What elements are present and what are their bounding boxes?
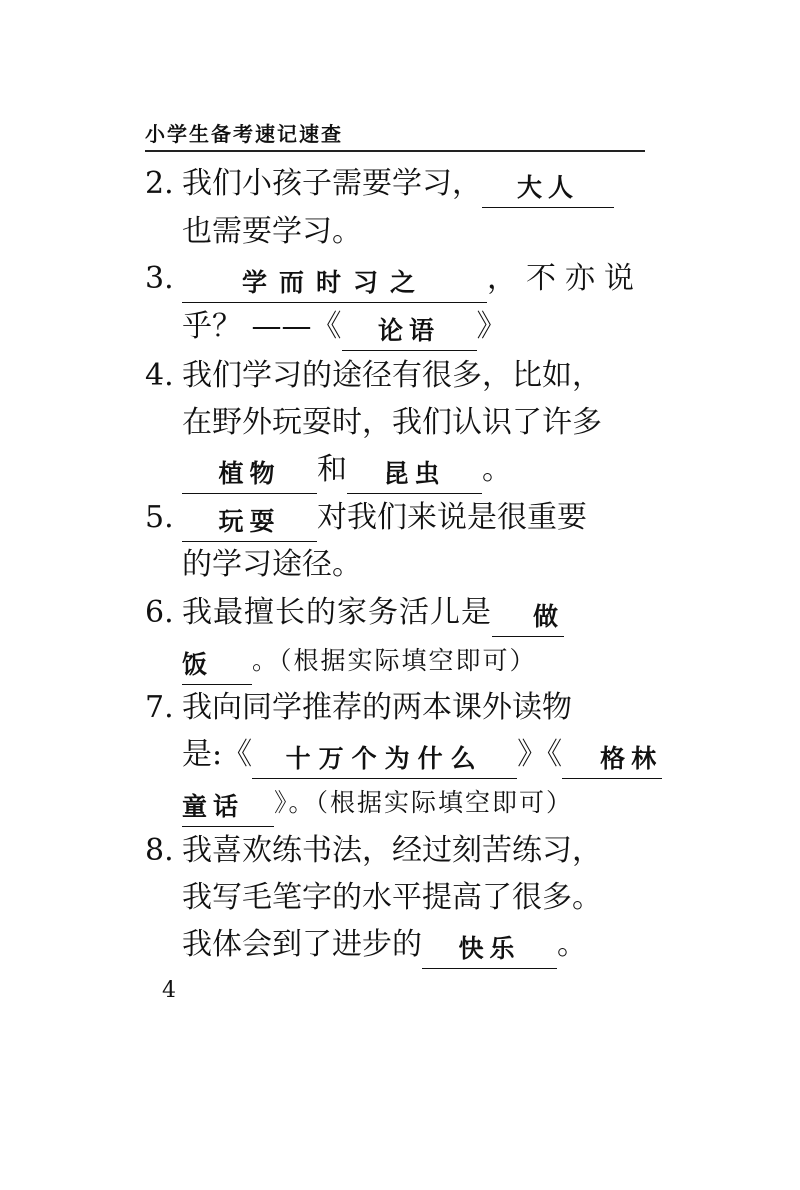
q8-text-3: 我体会到了进步的	[182, 927, 422, 962]
q4-blank-1: 植物	[182, 455, 317, 494]
q4-line2: 在野外玩耍时，我们认识了许多	[182, 405, 602, 440]
q7-line1	[145, 684, 645, 732]
q8-end: 。	[557, 927, 587, 962]
q7-blank-2-start: 格林	[562, 740, 662, 779]
q6-number: 6.	[145, 595, 174, 630]
q2-line2: 也需要学习。	[182, 214, 362, 249]
q2-blank: 大人	[482, 169, 614, 208]
q5-number: 5.	[145, 500, 174, 535]
q3-source-prefix: 乎？ ——《	[182, 309, 342, 344]
q3-line2	[182, 303, 645, 351]
q5-blank: 玩耍	[182, 503, 317, 542]
q8-blank: 快乐	[422, 930, 557, 969]
q7-prefix: 是:《	[182, 737, 253, 772]
q3-blank: 学而时习之	[182, 264, 487, 303]
q4-line1	[145, 352, 645, 400]
q6-text: 我最擅长的家务活儿是	[182, 595, 492, 630]
q7-blank-1: 十万个为什么	[252, 740, 517, 779]
q3-text: ，不亦说	[487, 261, 643, 296]
q5-line2: 的学习途径。	[182, 547, 362, 582]
page-header-title: 小学生备考速记速查	[145, 122, 343, 146]
q8-line1	[145, 827, 645, 875]
q4-connector: 和	[317, 452, 347, 487]
q2-line1	[145, 160, 645, 208]
q5-text: 对我们来说是很重要	[317, 500, 587, 535]
q4-text-1: 我们学习的途径有很多，比如，	[182, 358, 602, 393]
q3-source-suffix: 》	[476, 309, 507, 344]
q3-line1	[145, 255, 645, 303]
q7-separator: 》《	[517, 737, 563, 772]
q4-line3	[182, 446, 645, 494]
q6-blank-end: 饭	[182, 646, 252, 685]
q7-number: 7.	[145, 690, 174, 725]
q6-note: 。（根据实际填空即可）	[252, 646, 537, 675]
q5-line1	[145, 494, 645, 542]
q2-text: 我们小孩子需要学习，	[182, 166, 482, 201]
q7-blank-2-end: 童话	[182, 788, 274, 827]
q8-line2: 我写毛笔字的水平提高了很多。	[182, 880, 602, 915]
q2-number: 2.	[145, 166, 174, 201]
q6-line2	[182, 636, 645, 684]
q7-line3	[182, 778, 645, 826]
page-number: 4	[162, 978, 176, 1003]
q8-text-1: 我喜欢练书法，经过刻苦练习，	[182, 833, 602, 868]
q4-end: 。	[482, 452, 512, 487]
q7-line2	[182, 731, 663, 779]
q7-note: 》。（根据实际填空即可）	[274, 788, 574, 817]
q6-line1	[145, 589, 645, 637]
q4-blank-2: 昆虫	[347, 455, 482, 494]
q8-line3	[182, 921, 645, 969]
q3-source-blank: 论语	[342, 312, 477, 351]
q7-text-1: 我向同学推荐的两本课外读物	[182, 690, 572, 725]
header-divider	[145, 150, 645, 152]
q8-number: 8.	[145, 833, 174, 868]
q3-number: 3.	[145, 261, 174, 296]
q4-number: 4.	[145, 358, 174, 393]
q6-blank-start: 做	[492, 598, 564, 637]
